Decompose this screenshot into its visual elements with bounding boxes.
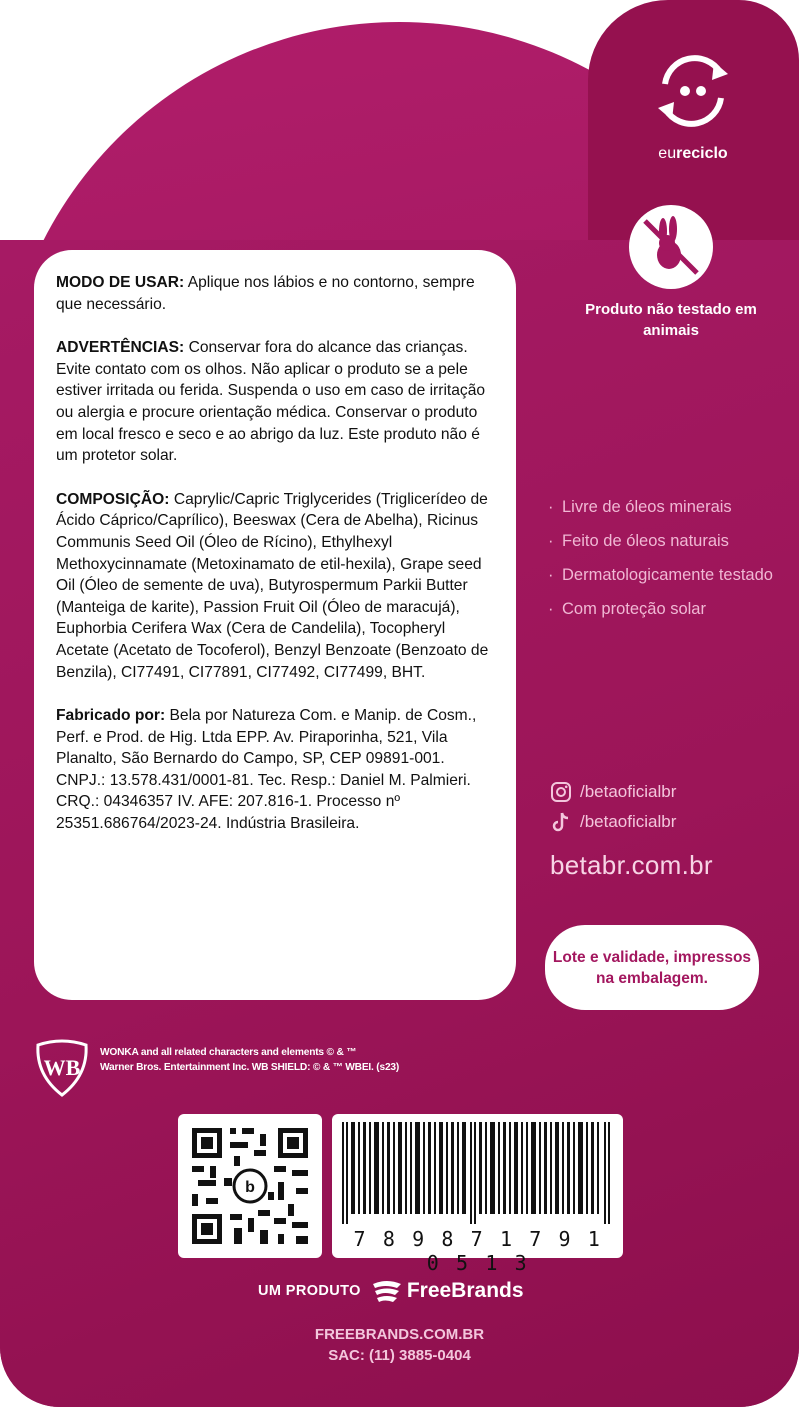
fabricado-por: Fabricado por: Bela por Natureza Com. e Manip. de Cosm., Perf. e Prod. de Hig. Ltda EPP. Av. Piraporinha, 521, Vila Planalto, São Bernardo do Campo, SP, CEP 09891-001. CNPJ.: 13.578.431/0001-81. Tec. Resp.: Daniel M. Palmieri. CRQ.: 04346357 IV. AFE: 207.816-1. Processo nº 25351.686764/2023-24. Indústria Brasileira. — [56, 707, 477, 833]
um-produto-label: UM PRODUTO — [258, 1283, 361, 1299]
feature-item: · Dermatologicamente testado — [548, 566, 773, 584]
tiktok-handle: /betaoficialbr — [580, 812, 677, 831]
info-panel-text — [56, 272, 496, 857]
freebrands-name: FreeBrands — [406, 1279, 524, 1302]
advertencias: ADVERTÊNCIAS: Conservar fora do alcance das crianças. Evite contato com os olhos. Não aplicar o produto se a pele estiver irritada ou ferida. Suspenda o uso em caso de irritação ou alergia e procure orientação médica. Conservar o produto em local fresco e seco e ao abrigo da luz. Este produto não é um protetor solar. — [56, 339, 486, 465]
social-links — [550, 777, 676, 837]
instagram-icon — [550, 781, 572, 803]
eureciclo-logo-icon — [650, 48, 736, 134]
qr-code-icon — [178, 1114, 322, 1258]
lote-validade-badge: Lote e validade, impressos na embalagem. — [545, 925, 759, 1010]
website-link[interactable]: betabr.com.br — [550, 850, 713, 880]
footer-sac: SAC: (11) 3885-0404 — [328, 1347, 471, 1364]
qr-code[interactable] — [178, 1114, 322, 1258]
cruelty-free-label: Produto não testado em animais — [585, 301, 757, 339]
features-list — [548, 497, 788, 633]
feature-item: · Livre de óleos minerais — [548, 498, 732, 516]
eureciclo-label: eureciclo — [658, 145, 728, 162]
barcode-bars — [332, 1114, 623, 1224]
footer-website[interactable]: FREEBRANDS.COM.BR — [314, 1326, 485, 1343]
wb-copyright — [100, 1045, 399, 1075]
feature-item: · Feito de óleos naturais — [548, 532, 729, 550]
wb-logo-text: WB — [43, 1055, 81, 1080]
brand-line — [258, 1278, 524, 1304]
wb-copyright-line2: Warner Bros. Entertainment Inc. WB SHIELD: © & ™ WBEI. (s23) — [100, 1062, 400, 1073]
feature-item: · Com proteção solar — [548, 600, 706, 618]
eureciclo-seal — [608, 48, 778, 168]
composicao: COMPOSIÇÃO: Caprylic/Capric Triglycerides (Triglicerídeo de Ácido Cáprico/Caprílico), Beeswax (Cera de Abelha), Ricinus Communis Seed Oil (Óleo de Rícino), Ethylhexyl Methoxycinnamate (Metoxinamato de etil-hexila), Grape seed Oil (Óleo de semente de uva), Butyrospermum Parkii Butter (Manteiga de karite), Passion Fruit Oil (Óleo de maracujá), Euphorbia Cerifera Wax (Cera de Candelila), Tocopheryl Acetate (Acetato de Tocoferol), Benzyl Benzoate (Benzoato de Benzila), CI77491, CI77891, CI77492, CI77499, BHT. — [56, 490, 489, 681]
tiktok-icon — [550, 811, 572, 833]
modo-de-usar: MODO DE USAR: Aplique nos lábios e no contorno, sempre que necessário. — [56, 274, 475, 313]
crossed-rabbit-icon — [629, 205, 713, 289]
barcode-number: 7 8 9 8 7 1 7 9 1 0 5 1 3 — [353, 1227, 603, 1275]
instagram-link[interactable] — [550, 777, 676, 807]
tiktok-link[interactable] — [550, 807, 676, 837]
svg-text:b: b — [245, 1179, 255, 1196]
freebrands-logo-icon — [371, 1278, 403, 1304]
instagram-handle: /betaoficialbr — [580, 782, 677, 801]
wb-shield-icon — [30, 1035, 94, 1099]
cruelty-free-seal — [580, 205, 762, 341]
wb-copyright-line1: WONKA and all related characters and elements © & ™ — [100, 1047, 357, 1058]
